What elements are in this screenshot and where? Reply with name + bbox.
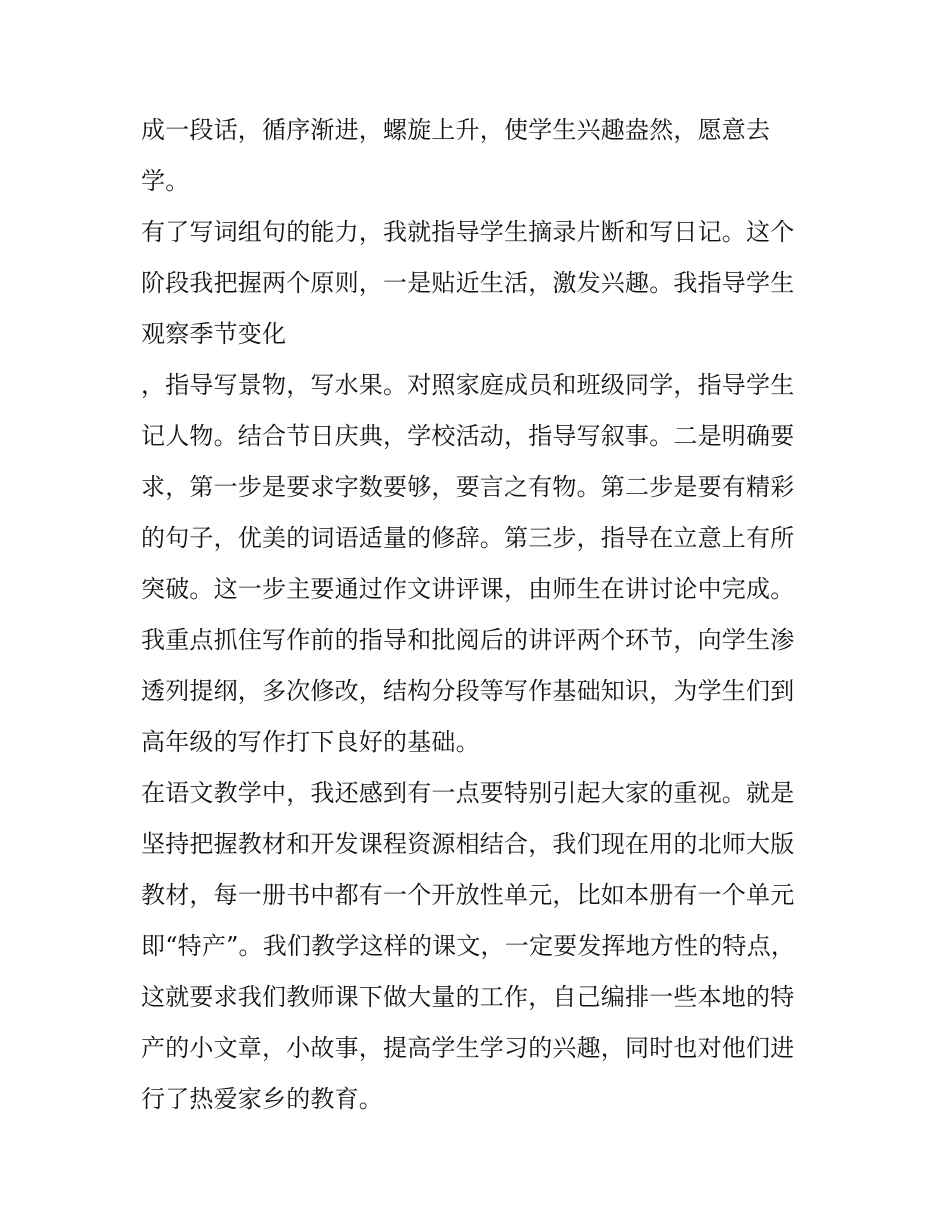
text-line: 坚持把握教材和开发课程资源相结合，我们现在用的北师大版 bbox=[141, 830, 795, 858]
text-line: 突破。这一步主要通过作文讲评课，由师生在讲讨论中完成。 bbox=[141, 575, 795, 603]
text-line: 高年级的写作打下良好的基础。 bbox=[141, 728, 480, 756]
text-line: 产的小文章，小故事，提高学生学习的兴趣，同时也对他们进 bbox=[141, 1034, 795, 1062]
text-line: 即“特产”。我们教学这样的课文，一定要发挥地方性的特点， bbox=[141, 932, 796, 960]
text-line: 这就要求我们教师课下做大量的工作，自己编排一些本地的特 bbox=[141, 983, 795, 1011]
text-line: 透列提纲，多次修改，结构分段等写作基础知识，为学生们到 bbox=[141, 677, 795, 705]
text-line: ，指导写景物，写水果。对照家庭成员和班级同学，指导学生 bbox=[141, 371, 795, 399]
text-line: 求，第一步是要求字数要够，要言之有物。第二步是要有精彩 bbox=[141, 473, 795, 501]
text-line: 阶段我把握两个原则，一是贴近生活，激发兴趣。我指导学生 bbox=[141, 269, 795, 297]
text-line: 成一段话，循序渐进，螺旋上升，使学生兴趣盎然，愿意去 bbox=[141, 116, 771, 144]
text-line: 的句子，优美的词语适量的修辞。第三步，指导在立意上有所 bbox=[141, 524, 795, 552]
text-line: 学。 bbox=[141, 167, 190, 195]
text-line: 在语文教学中，我还感到有一点要特别引起大家的重视。就是 bbox=[141, 779, 795, 807]
text-line: 有了写词组句的能力，我就指导学生摘录片断和写日记。这个 bbox=[141, 218, 795, 246]
text-line: 行了热爱家乡的教育。 bbox=[141, 1085, 383, 1113]
text-line: 观察季节变化 bbox=[141, 320, 287, 348]
text-line: 教材，每一册书中都有一个开放性单元，比如本册有一个单元 bbox=[141, 881, 795, 909]
text-line: 记人物。结合节日庆典，学校活动，指导写叙事。二是明确要 bbox=[141, 422, 795, 450]
text-line: 我重点抓住写作前的指导和批阅后的讲评两个环节，向学生渗 bbox=[141, 626, 795, 654]
